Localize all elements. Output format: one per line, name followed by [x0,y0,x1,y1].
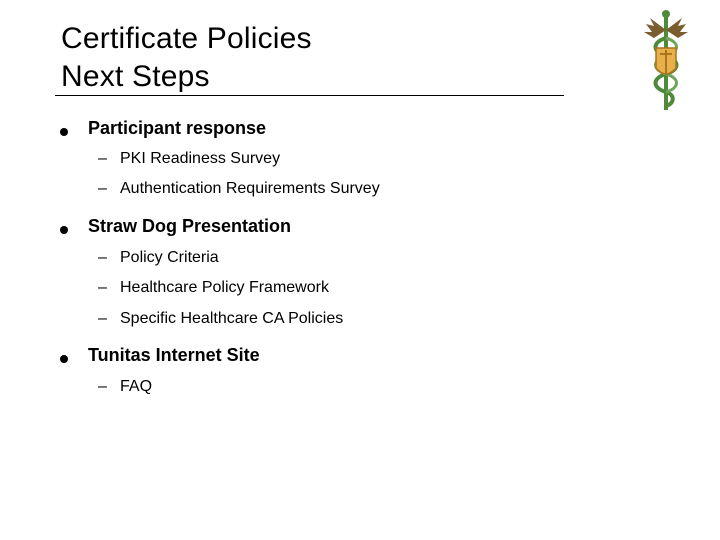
sub-bullet-dash: – [98,180,107,197]
sub-bullet-dash: – [98,279,107,296]
slide-title [61,20,312,96]
bullet-dot [60,128,68,136]
sub-bullet-dash: – [98,378,107,395]
sub-bullet-text: Specific Healthcare CA Policies [120,310,344,327]
bullet-text: Straw Dog Presentation [88,216,292,236]
sub-bullet-text: PKI Readiness Survey [120,150,281,167]
sub-bullet-text: FAQ [120,378,153,395]
sub-bullet-text: Policy Criteria [120,249,219,266]
bullet-text: Tunitas Internet Site [88,345,260,365]
caduceus-icon [638,8,694,112]
sub-bullet-dash: – [98,150,107,167]
sub-bullet-text: Healthcare Policy Framework [120,279,329,296]
slide-title-line-1: Certificate Policies [61,22,312,55]
bullet-dot [60,226,68,234]
slide-title-line-2: Next Steps [61,60,210,93]
bullet-dot [60,355,68,363]
sub-bullet-text: Authentication Requirements Survey [120,180,380,197]
title-underline-divider [55,95,564,96]
bullet-text: Participant response [88,118,267,138]
sub-bullet-dash: – [98,249,107,266]
sub-bullet-dash: – [98,310,107,327]
